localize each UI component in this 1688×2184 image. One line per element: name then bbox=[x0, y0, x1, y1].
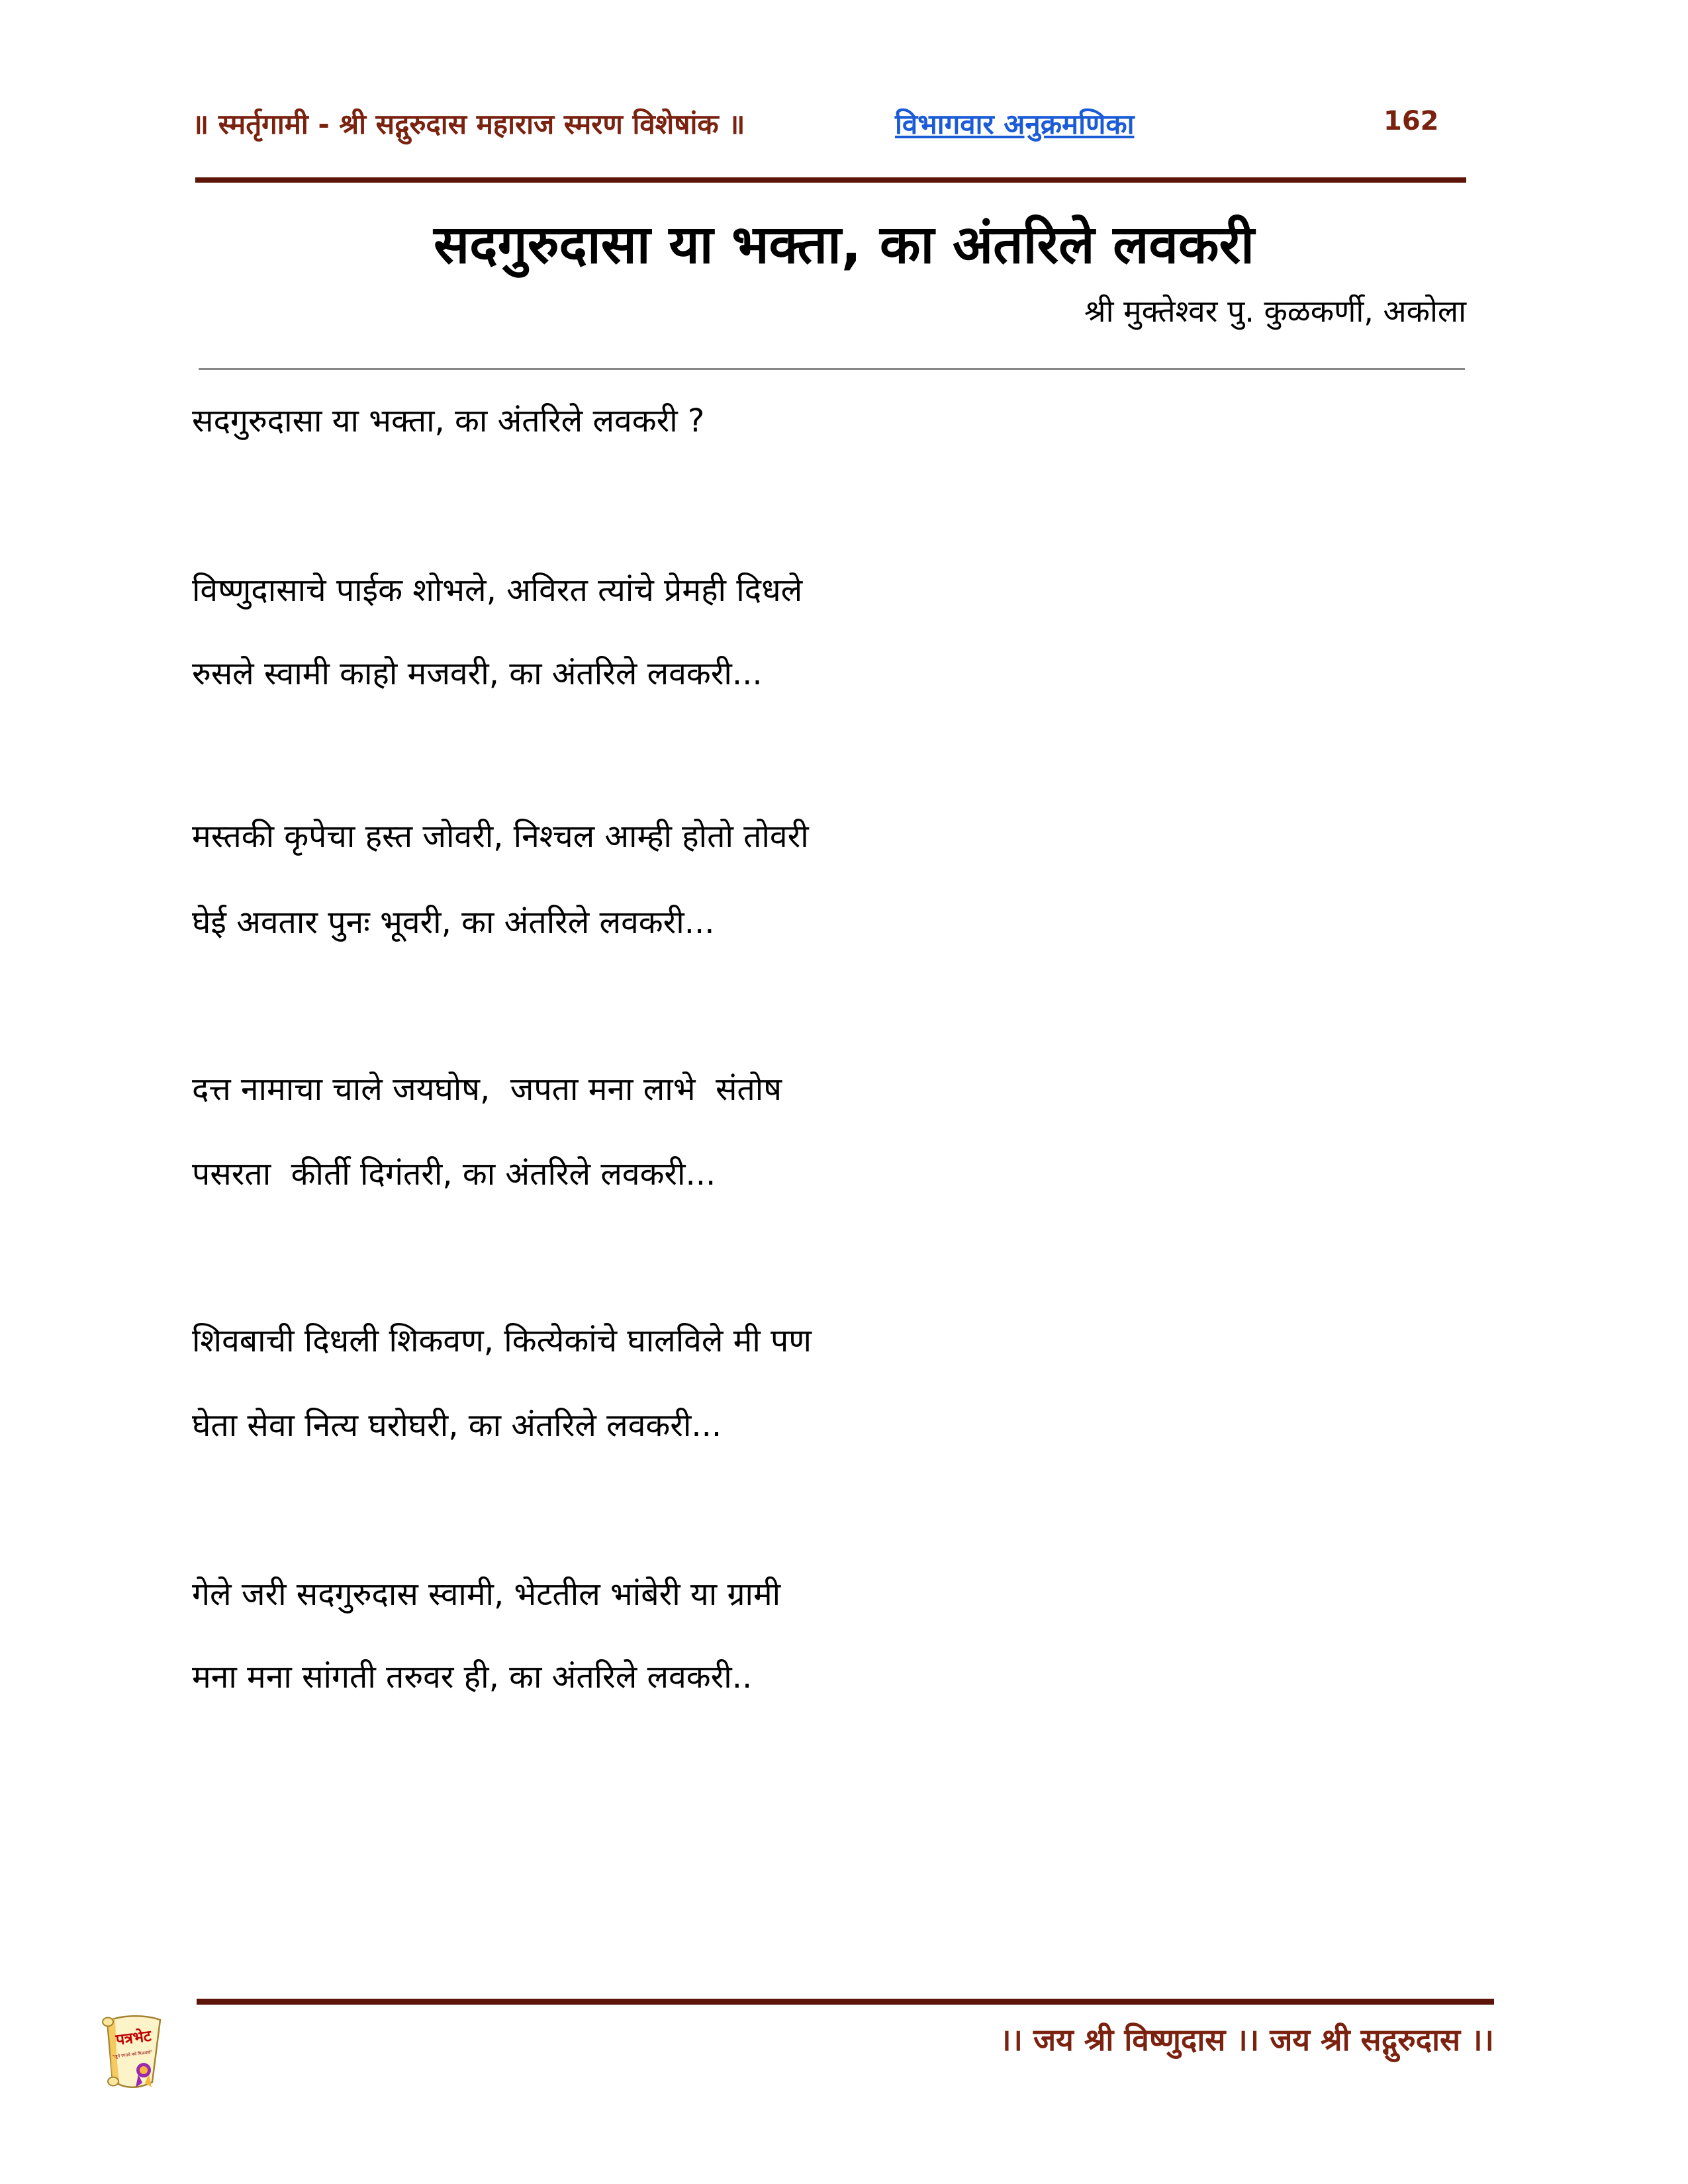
patrabhet-logo bbox=[97, 2012, 168, 2105]
logo-title-text: पत्रभेट bbox=[115, 2027, 152, 2049]
poem-line: शिवबाची दिधली शिकवण, कित्येकांचे घालविले मी पण bbox=[192, 1322, 812, 1359]
poem-line: गेले जरी सदगुरुदास स्वामी, भेटतील भांबेरी या ग्रामी bbox=[192, 1576, 781, 1613]
poem-line: विष्णुदासाचे पाईक शोभले, अविरत त्यांचे प्रेमही दिधले bbox=[192, 572, 803, 609]
footer-rule bbox=[197, 1999, 1494, 2005]
poem-line: दत्त नामाचा चाले जयघोष, जपता मना लाभे संतोष bbox=[192, 1071, 782, 1108]
logo-tagline-text: "जुने जपावे नवे मिळवावे" bbox=[112, 2049, 153, 2060]
poem-line: घेई अवतार पुनः भूवरी, का अंतरिले लवकरी... bbox=[192, 904, 715, 941]
poem-line: पसरता कीर्ती दिगंतरी, का अंतरिले लवकरी... bbox=[192, 1156, 716, 1193]
footer-blessing: ।। जय श्री विष्णुदास ।। जय श्री सद्गुरुदास ।। bbox=[1000, 2022, 1494, 2058]
author-divider bbox=[199, 368, 1465, 370]
scroll-logo-icon bbox=[97, 2012, 168, 2105]
magazine-title: ॥ स्मर्तृगामी - श्री सद्गुरुदास महाराज स्मरण विशेषांक ॥ bbox=[192, 108, 745, 140]
poem-line: घेता सेवा नित्य घरोघरी, का अंतरिले लवकरी... bbox=[192, 1407, 722, 1444]
poem-title: सदगुरुदासा या भक्ता, का अंतरिले लवकरी bbox=[434, 214, 1254, 275]
poem-author: श्री मुक्तेश्वर पु. कुळकर्णी, अकोला bbox=[1084, 293, 1466, 329]
header-rule bbox=[195, 177, 1466, 183]
poem-refrain: सदगुरुदासा या भक्ता, का अंतरिले लवकरी ? bbox=[192, 402, 705, 439]
poem-line: रुसले स्वामी काहो मजवरी, का अंतरिले लवकरी... bbox=[192, 655, 763, 692]
section-index-link[interactable]: विभागवार अनुक्रमणिका bbox=[895, 108, 1135, 140]
poem-line: मना मना सांगती तरुवर ही, का अंतरिले लवकरी.. bbox=[192, 1659, 753, 1696]
poem-line: मस्तकी कृपेचा हस्त जोवरी, निश्चल आम्ही होतो तोवरी bbox=[192, 818, 809, 855]
page-number: 162 bbox=[1383, 106, 1439, 136]
